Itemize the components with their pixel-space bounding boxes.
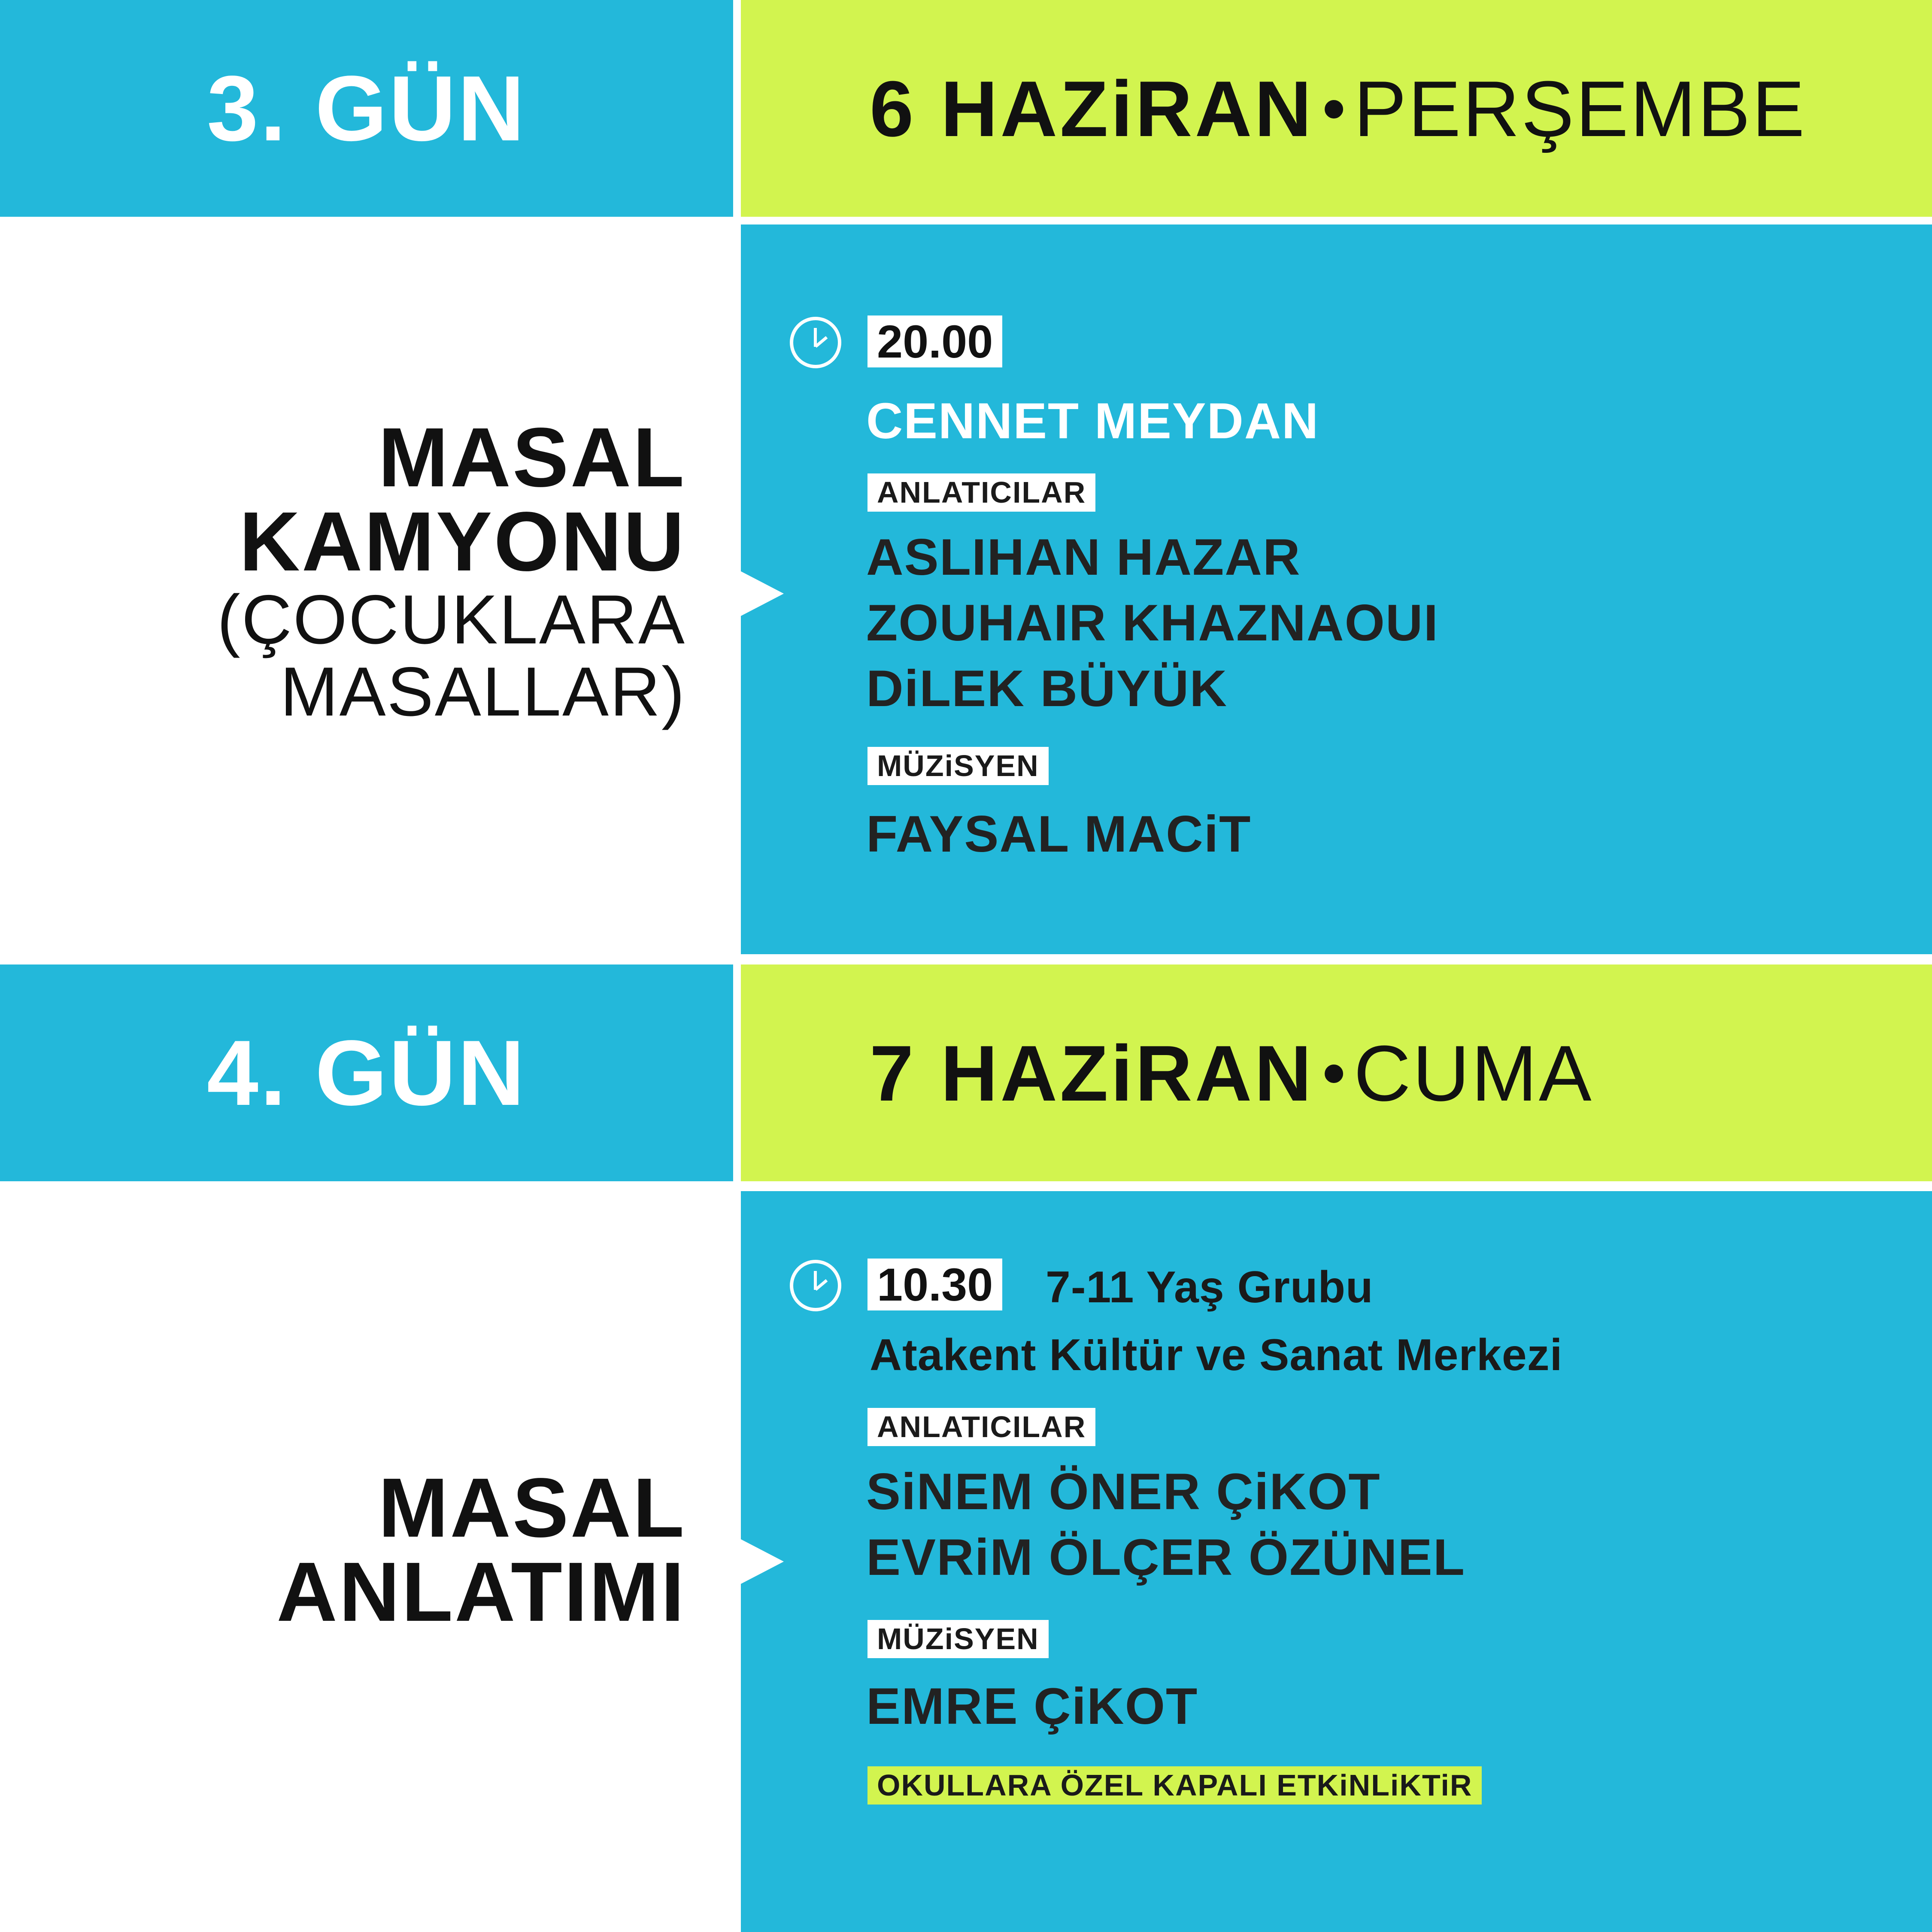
event-time: 20.00: [867, 315, 1002, 367]
day4-details-panel: [741, 1191, 1932, 1932]
day4-date: 7 HAZiRAN: [870, 1028, 1314, 1117]
event-subtitle-line: MASALLAR): [280, 653, 686, 731]
narrator-name: EVRiM ÖLÇER ÖZÜNEL: [866, 1529, 1466, 1586]
day3-weekday: PERŞEMBE: [1353, 64, 1807, 153]
narrators-label: ANLATICILAR: [867, 1408, 1095, 1446]
day3-date: 6 HAZiRAN: [870, 64, 1314, 153]
age-group: 7-11 Yaş Grubu: [1046, 1262, 1374, 1312]
day4-title-panel: [0, 1191, 733, 1932]
narrator-name: SiNEM ÖNER ÇiKOT: [866, 1463, 1381, 1520]
day3-date-cell: [741, 0, 1932, 217]
clock-icon: [790, 1260, 841, 1311]
event-time: 10.30: [867, 1259, 1002, 1310]
pointer-arrow: [741, 1539, 784, 1584]
day3-label: 3. GÜN: [206, 56, 527, 160]
event-venue: CENNET MEYDAN: [866, 393, 1319, 449]
narrators-label: ANLATICILAR: [867, 473, 1095, 512]
day3-title-panel: [0, 224, 733, 954]
event-title-line: MASAL: [378, 410, 686, 504]
event-title-line: ANLATIMI: [276, 1545, 686, 1639]
event-title: [276, 1461, 686, 1639]
date-separator: •: [1322, 72, 1345, 144]
musician-name: EMRE ÇiKOT: [866, 1677, 1198, 1735]
day4-label-cell: [0, 964, 733, 1181]
narrator-name: ASLIHAN HAZAR: [866, 528, 1301, 586]
day4-date-cell: [741, 964, 1932, 1181]
narrator-name: DiLEK BÜYÜK: [866, 660, 1228, 717]
event-title-line: MASAL: [378, 1461, 686, 1555]
date-separator: •: [1322, 1037, 1345, 1109]
musician-label: MÜZiSYEN: [867, 1620, 1049, 1658]
day4-weekday: CUMA: [1353, 1028, 1593, 1117]
narrator-name: ZOUHAIR KHAZNAOUI: [866, 594, 1439, 652]
day4-label: 4. GÜN: [206, 1021, 527, 1125]
musician-label: MÜZiSYEN: [867, 747, 1049, 785]
day3-details-panel: [741, 224, 1932, 954]
event-title: [217, 410, 686, 731]
closed-event-note: OKULLARA ÖZEL KAPALI ETKiNLiKTiR: [867, 1766, 1482, 1805]
pointer-arrow: [741, 571, 784, 616]
event-title-line: KAMYONU: [239, 494, 686, 588]
event-venue: Atakent Kültür ve Sanat Merkezi: [870, 1330, 1563, 1380]
day3-label-cell: [0, 0, 733, 217]
event-subtitle-line: (ÇOCUKLARA: [217, 581, 686, 658]
musician-name: FAYSAL MACiT: [866, 805, 1252, 863]
clock-icon: [790, 317, 841, 368]
